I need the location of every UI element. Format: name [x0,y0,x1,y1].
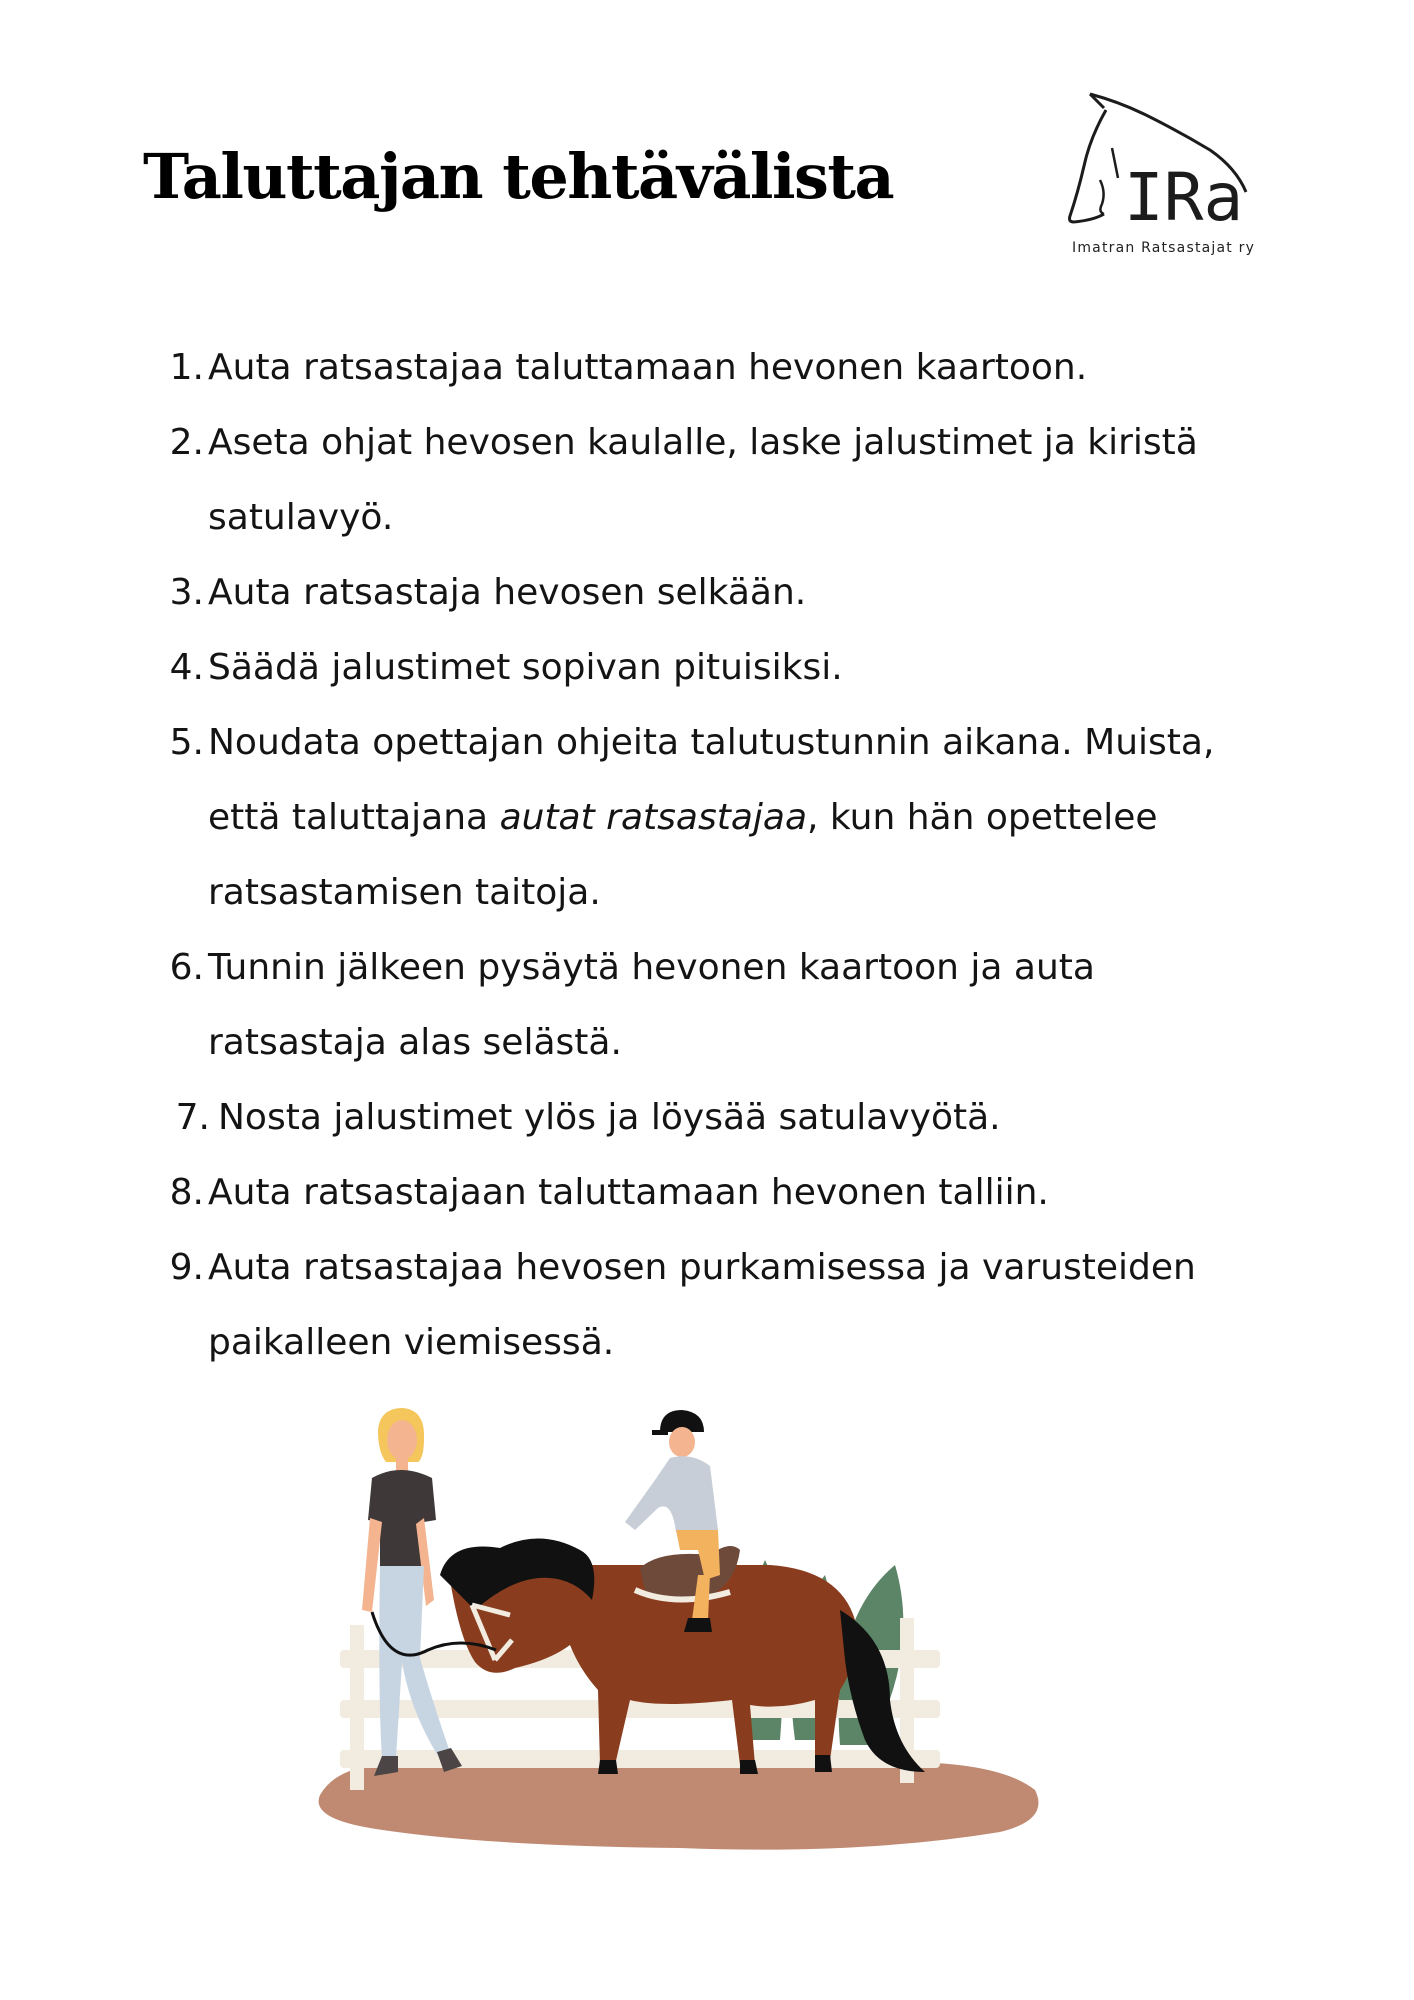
task-text: Säädä jalustimet sopivan pituisiksi. [208,647,843,688]
task-item-8 [160,1155,1260,1230]
task-item-7 [160,1080,1260,1155]
task-number: 1. [169,347,204,388]
task-text: Auta ratsastajaa hevosen purkamisessa ja varusteiden paikalleen viemisessä. [208,1247,1196,1363]
task-number: 5. [169,722,204,763]
task-item-2 [160,405,1260,555]
task-number: 6. [169,947,204,988]
task-item-5 [160,705,1260,930]
task-number: 4. [169,647,204,688]
task-text-before: Noudata opettajan ohjeita talutustunnin aikana. Muista, että taluttajana [208,722,1215,838]
club-logo [1060,88,1290,266]
task-text: Auta ratsastaja hevosen selkään. [208,572,807,613]
task-text [208,722,1214,913]
task-text: Aseta ohjat hevosen kaulalle, laske jalustimet ja kiristä satulavyö. [208,422,1198,538]
page-title: Taluttajan tehtävälista [143,140,894,213]
task-item-3 [160,555,1260,630]
logo-caption: Imatran Ratsastajat ry [1072,240,1256,256]
pony-ride-illustration [300,1400,1060,1870]
task-number: 7. [175,1097,210,1138]
task-number: 2. [169,422,204,463]
task-text: Auta ratsastajaa taluttamaan hevonen kaartoon. [208,347,1088,388]
task-text-after: , kun hän opettelee ratsastamisen taitoja. [208,797,1158,913]
task-number: 9. [169,1247,204,1288]
task-text-emphasis: autat ratsastajaa [499,797,808,838]
logo-mark-text: IRa [1124,159,1244,236]
task-number: 3. [169,572,204,613]
task-text: Tunnin jälkeen pysäytä hevonen kaartoon ja auta ratsastaja alas selästä. [208,947,1095,1063]
task-text: Nosta jalustimet ylös ja löysää satulavyötä. [218,1097,1001,1138]
task-text: Auta ratsastajaan taluttamaan hevonen talliin. [208,1172,1049,1213]
task-item-1 [160,330,1260,405]
task-item-9 [160,1230,1260,1380]
task-list [160,330,1260,1380]
task-item-4 [160,630,1260,705]
walker-figure [362,1408,462,1776]
task-item-6 [160,930,1260,1080]
horse-head-logo-icon [1060,88,1260,238]
task-number: 8. [169,1172,204,1213]
